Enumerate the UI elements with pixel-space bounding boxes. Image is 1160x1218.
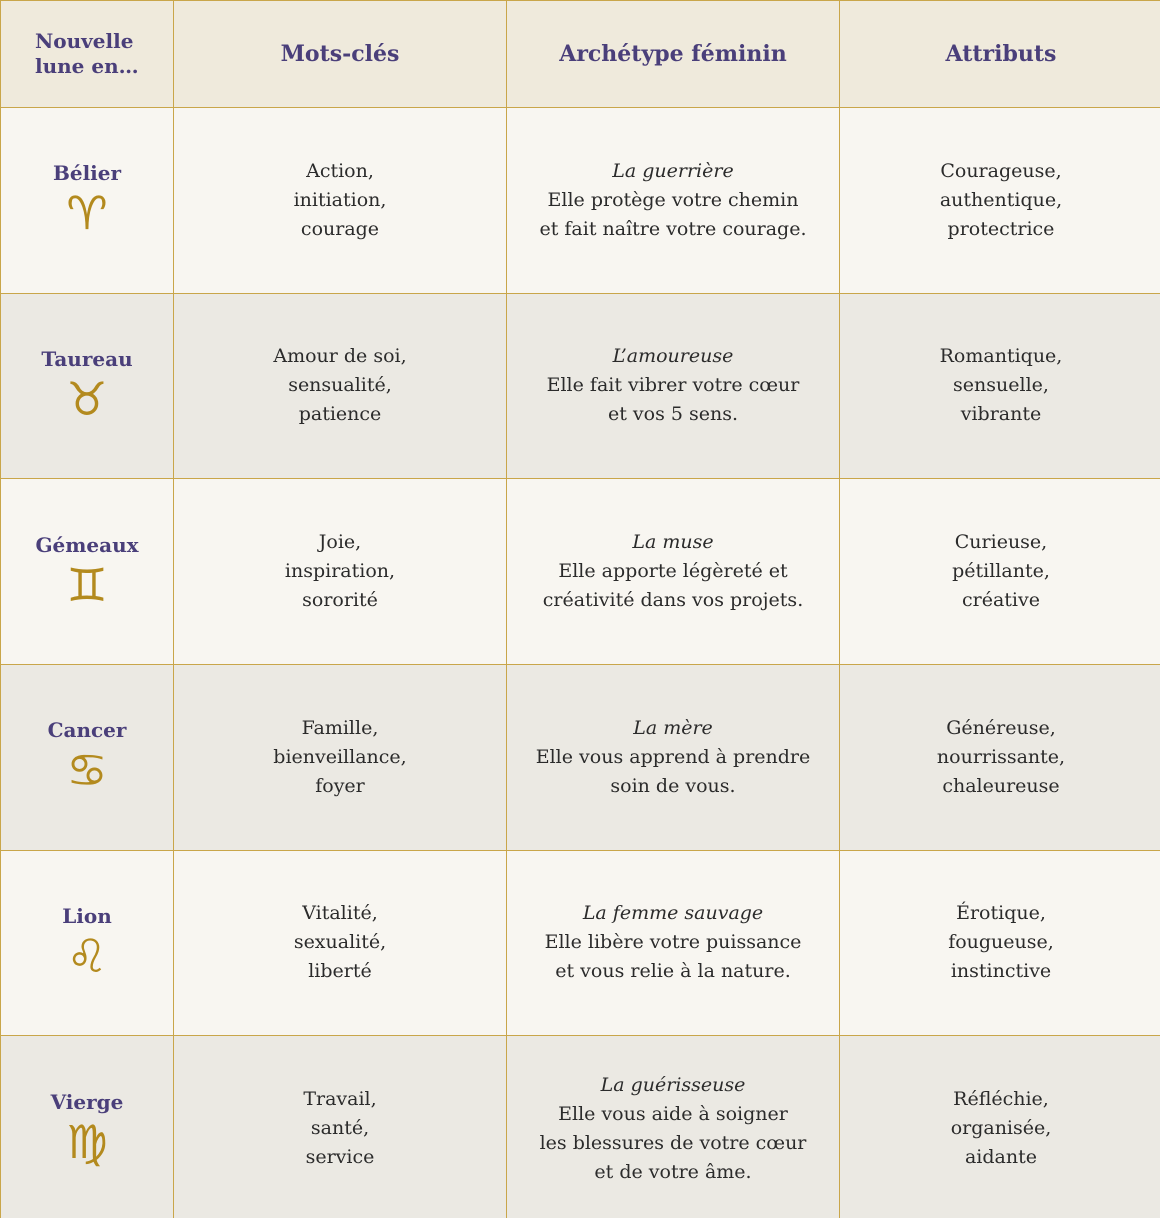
keyword: liberté bbox=[308, 960, 372, 983]
archetype-description: Elle vous apprend à prendre bbox=[535, 745, 811, 768]
keyword: santé, bbox=[310, 1117, 370, 1140]
keyword: patience bbox=[298, 403, 382, 426]
attributes-cell bbox=[840, 1036, 1160, 1218]
archetype-cell bbox=[507, 664, 840, 850]
keywords-cell bbox=[174, 479, 507, 665]
sign-cell bbox=[1, 664, 174, 850]
taureau-glyph-icon: ♉︎ bbox=[66, 371, 108, 426]
keyword: bienveillance, bbox=[273, 745, 407, 768]
sign-name: Taureau bbox=[41, 346, 133, 371]
keyword: Famille, bbox=[301, 716, 379, 739]
archetype-cell bbox=[507, 1036, 840, 1218]
keyword: service bbox=[305, 1146, 375, 1169]
attributes-cell bbox=[840, 850, 1160, 1036]
keywords-cell bbox=[174, 108, 507, 294]
keyword: Vitalité, bbox=[302, 902, 378, 925]
belier-glyph-icon: ♈︎ bbox=[66, 186, 108, 241]
archetype-title: La guerrière bbox=[612, 159, 734, 182]
gemeaux-glyph-icon: ♊︎ bbox=[66, 557, 108, 612]
archetype-title: L’amoureuse bbox=[612, 345, 734, 368]
cancer-glyph-icon: ♋︎ bbox=[66, 743, 108, 798]
keyword: Joie, bbox=[318, 531, 362, 554]
attribute: Courageuse, bbox=[940, 159, 1062, 182]
archetype-description: Elle libère votre puissance bbox=[544, 931, 802, 954]
keyword: Action, bbox=[306, 159, 374, 182]
attribute: Romantique, bbox=[939, 345, 1063, 368]
attribute: créative bbox=[962, 589, 1040, 612]
keyword: sororité bbox=[302, 589, 378, 612]
table-row-belier bbox=[1, 108, 1160, 294]
header-new-moon-line2: lune en… bbox=[35, 54, 139, 78]
archetype-description: Elle apporte légèreté et bbox=[558, 560, 788, 583]
vierge-glyph-icon: ♍︎ bbox=[66, 1114, 108, 1169]
attribute: Érotique, bbox=[956, 902, 1046, 925]
attribute: pétillante, bbox=[952, 560, 1050, 583]
lion-glyph-icon: ♌︎ bbox=[66, 928, 108, 983]
table-row-cancer bbox=[1, 664, 1160, 850]
sign-name: Lion bbox=[62, 903, 112, 928]
attribute: nourrissante, bbox=[936, 745, 1066, 768]
attribute: protectrice bbox=[947, 217, 1055, 240]
keyword: courage bbox=[300, 217, 380, 240]
keywords-cell bbox=[174, 293, 507, 479]
attribute: instinctive bbox=[950, 960, 1052, 983]
archetype-description: et vous relie à la nature. bbox=[555, 960, 791, 983]
attribute: aidante bbox=[964, 1146, 1037, 1169]
sign-name: Gémeaux bbox=[35, 532, 139, 557]
keyword: inspiration, bbox=[284, 560, 396, 583]
table-header bbox=[1, 1, 1160, 108]
archetype-title: La muse bbox=[632, 531, 714, 554]
attributes-cell bbox=[840, 664, 1160, 850]
attribute: fougueuse, bbox=[948, 931, 1054, 954]
attribute: chaleureuse bbox=[942, 774, 1060, 797]
keywords-cell bbox=[174, 664, 507, 850]
header-archetype: Archétype féminin bbox=[507, 1, 840, 108]
header-new-moon bbox=[1, 1, 174, 108]
attribute: vibrante bbox=[960, 403, 1042, 426]
keyword: Amour de soi, bbox=[273, 345, 407, 368]
sign-cell bbox=[1, 108, 174, 294]
attributes-cell bbox=[840, 293, 1160, 479]
sign-name: Vierge bbox=[50, 1089, 124, 1114]
header-new-moon-line1: Nouvelle bbox=[35, 29, 134, 53]
keyword: sensualité, bbox=[288, 374, 392, 397]
archetype-description: les blessures de votre cœur bbox=[539, 1131, 807, 1154]
archetype-title: La mère bbox=[633, 716, 713, 739]
sign-cell bbox=[1, 293, 174, 479]
archetype-cell bbox=[507, 850, 840, 1036]
sign-cell bbox=[1, 479, 174, 665]
archetype-description: Elle fait vibrer votre cœur bbox=[546, 374, 800, 397]
archetype-title: La femme sauvage bbox=[582, 902, 764, 925]
attributes-cell bbox=[840, 479, 1160, 665]
keywords-cell bbox=[174, 850, 507, 1036]
archetype-cell bbox=[507, 293, 840, 479]
archetype-description: et vos 5 sens. bbox=[607, 403, 739, 426]
sign-name: Bélier bbox=[52, 161, 122, 186]
table-body bbox=[1, 108, 1160, 1218]
archetype-title: La guérisseuse bbox=[600, 1073, 746, 1096]
header-keywords: Mots-clés bbox=[174, 1, 507, 108]
attribute: Réfléchie, bbox=[953, 1088, 1049, 1111]
table-row-vierge bbox=[1, 1036, 1160, 1218]
header-attributes: Attributs bbox=[840, 1, 1160, 108]
table-row-taureau bbox=[1, 293, 1160, 479]
archetype-description: Elle vous aide à soigner bbox=[558, 1102, 788, 1125]
archetype-description: Elle protège votre chemin bbox=[547, 188, 799, 211]
attribute: sensuelle, bbox=[953, 374, 1049, 397]
archetype-cell bbox=[507, 479, 840, 665]
archetype-cell bbox=[507, 108, 840, 294]
archetype-description: et de votre âme. bbox=[594, 1160, 752, 1183]
sign-cell bbox=[1, 850, 174, 1036]
attribute: organisée, bbox=[950, 1117, 1052, 1140]
archetype-description: et fait naître votre courage. bbox=[539, 217, 807, 240]
keyword: Travail, bbox=[303, 1088, 377, 1111]
archetype-description: créativité dans vos projets. bbox=[542, 589, 804, 612]
sign-cell bbox=[1, 1036, 174, 1218]
archetype-description: soin de vous. bbox=[610, 774, 736, 797]
attribute: Généreuse, bbox=[946, 716, 1056, 739]
keyword: initiation, bbox=[293, 188, 387, 211]
attribute: Curieuse, bbox=[954, 531, 1048, 554]
keyword: foyer bbox=[315, 774, 365, 797]
attributes-cell bbox=[840, 108, 1160, 294]
attribute: authentique, bbox=[939, 188, 1063, 211]
table-row-lion bbox=[1, 850, 1160, 1036]
keywords-cell bbox=[174, 1036, 507, 1218]
table-row-gemeaux bbox=[1, 479, 1160, 665]
sign-name: Cancer bbox=[47, 718, 127, 743]
keyword: sexualité, bbox=[293, 931, 387, 954]
